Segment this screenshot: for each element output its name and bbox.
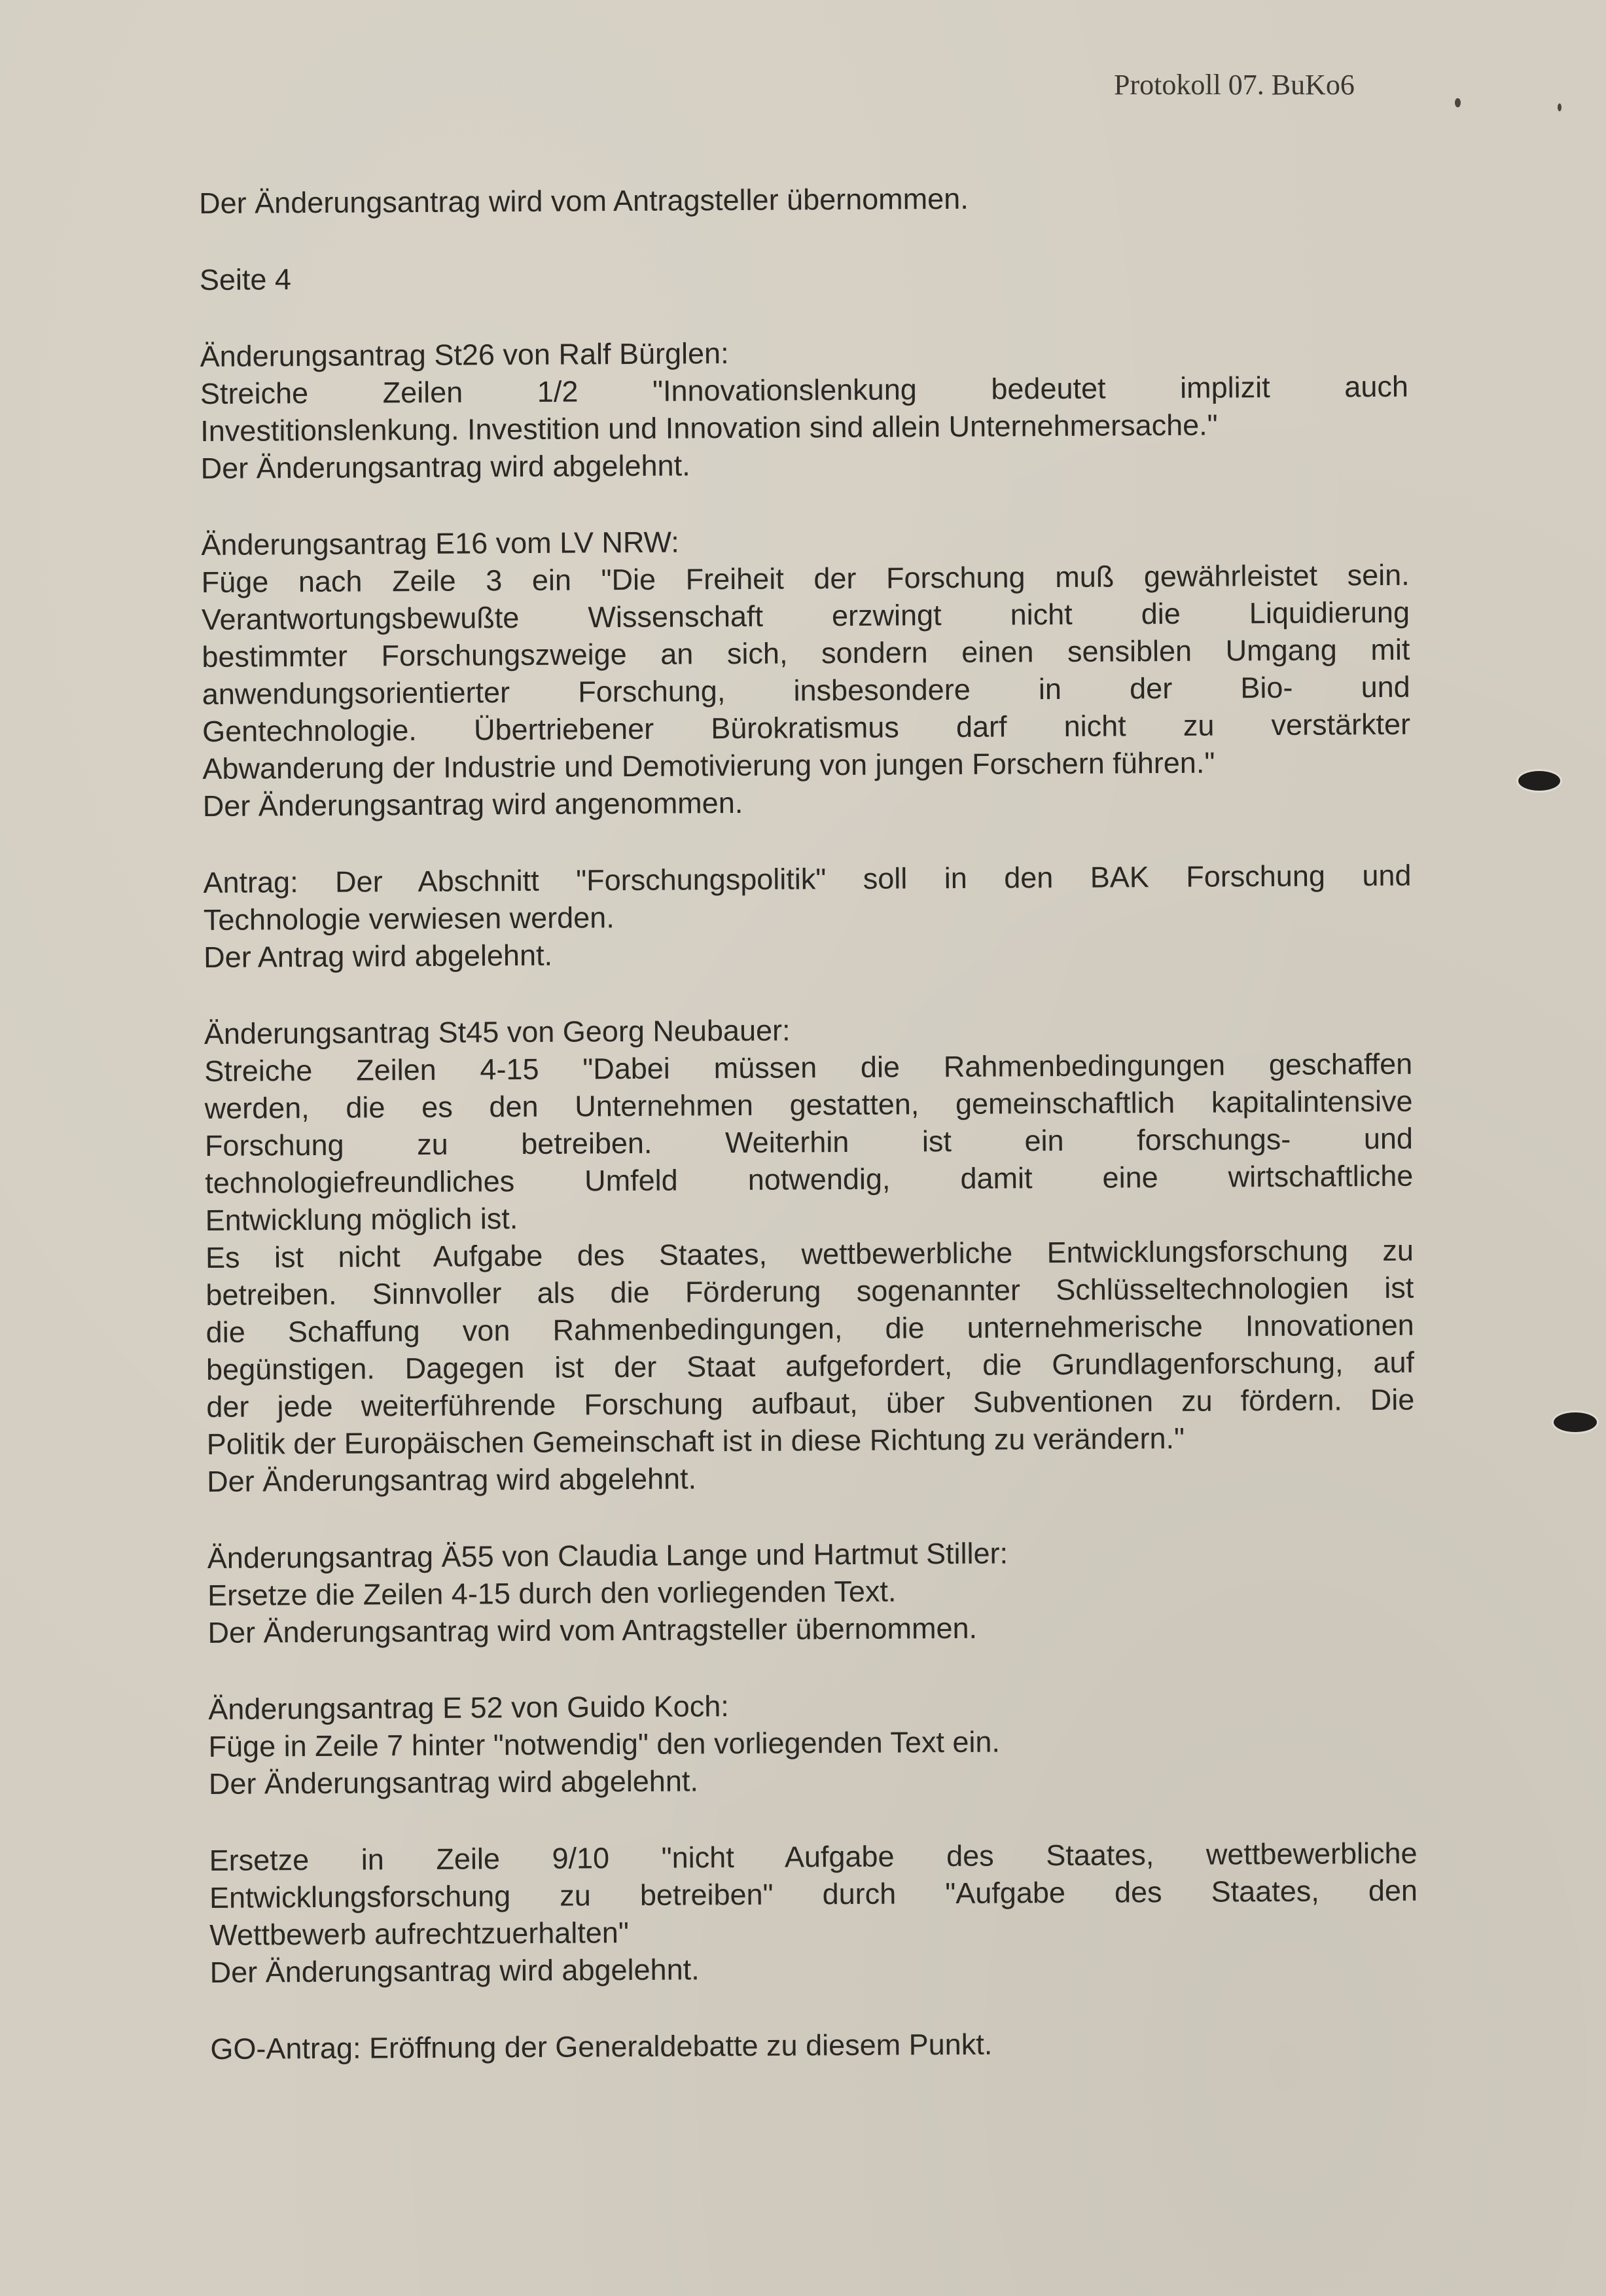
text-line: Entwicklung möglich ist. — [205, 1202, 518, 1237]
paragraph — [210, 2023, 1418, 2068]
text-line: Der Änderungsantrag wird abgelehnt. — [200, 448, 690, 485]
text-line: Änderungsantrag St26 von Ralf Bürglen: — [200, 336, 729, 373]
text-line: Der Änderungsantrag wird angenommen. — [202, 785, 743, 823]
paragraph — [207, 1532, 1416, 1651]
text-line: Forschung zu betreiben. Weiterhin ist ein forschungs- und — [204, 1121, 1414, 1162]
text-line: werden, die es den Unternehmen gestatten, gemeinschaftlich kapitalintensive — [204, 1084, 1413, 1125]
paragraph-gap — [203, 817, 1411, 864]
paragraph-gap — [200, 291, 1408, 338]
punch-hole-upper — [1518, 771, 1560, 791]
text-line: Wettbewerb aufrechtzuerhalten" — [209, 1916, 629, 1952]
text-line: Investitionslenkung. Investition und Innovation sind allein Unternehmersache." — [200, 408, 1218, 448]
text-line: betreiben. Sinnvoller als die Förderung sogenannter Schlüsseltechnologien ist — [205, 1270, 1414, 1312]
paragraph-gap — [201, 480, 1409, 526]
paragraph — [204, 1008, 1415, 1500]
paragraph — [208, 1683, 1417, 1803]
text-line: begünstigen. Dagegen ist der Staat aufgefordert, die Grundlagenforschung, auf — [205, 1345, 1415, 1386]
text-line: Politik der Europäischen Gemeinschaft ist in diese Richtung zu verändern." — [206, 1421, 1185, 1461]
paragraph — [201, 519, 1411, 825]
text-line: Ersetze in Zeile 9/10 "nicht Aufgabe des Staates, wettbewerbliche — [209, 1836, 1418, 1877]
paragraph-gap — [209, 1795, 1417, 1842]
paper-speck-mark — [1558, 103, 1561, 111]
paragraph — [200, 254, 1408, 298]
text-line: Es ist nicht Aufgabe des Staates, wettbewerbliche Entwicklungsforschung zu — [205, 1233, 1414, 1274]
text-line: Antrag: Der Abschnitt "Forschungspolitik" soll in den BAK Forschung und — [203, 858, 1412, 899]
text-line: Der Änderungsantrag wird vom Antragsteller übernommen. — [207, 1611, 978, 1649]
text-line: Änderungsantrag Ä55 von Claudia Lange und Hartmut Stiller: — [207, 1536, 1008, 1575]
paragraph-gap — [207, 1493, 1415, 1539]
text-line: Ersetze die Zeilen 4-15 durch den vorliegenden Text. — [207, 1574, 897, 1612]
text-line: Technologie verwiesen werden. — [203, 901, 615, 937]
text-line: Gentechnologie. Übertriebener Bürokratismus darf nicht zu verstärkter — [202, 707, 1411, 748]
text-line: Der Änderungsantrag wird vom Antragsteller übernommen. — [199, 181, 969, 220]
text-line: Füge nach Zeile 3 ein "Die Freiheit der Forschung muß gewährleistet sein. — [201, 558, 1410, 599]
text-line: Füge in Zeile 7 hinter "notwendig" den vorliegenden Text ein. — [208, 1725, 1001, 1763]
text-line: Abwanderung der Industrie und Demotivierung von jungen Forschern führen." — [202, 745, 1215, 785]
text-line: Verantwortungsbewußte Wissenschaft erzwingt nicht die Liquidierung — [201, 595, 1410, 636]
paragraph-gap — [210, 1984, 1418, 2030]
punch-hole-lower — [1554, 1412, 1597, 1432]
text-line: anwendungsorientierter Forschung, insbesondere in der Bio- und — [202, 670, 1410, 711]
paragraph — [200, 331, 1408, 487]
paper-speck-mark — [1455, 98, 1461, 107]
text-line: GO-Antrag: Eröffnung der Generaldebatte zu diesem Punkt. — [210, 2027, 993, 2066]
text-line: die Schaffung von Rahmenbedingungen, die unternehmerische Innovationen — [205, 1308, 1414, 1349]
text-line: Änderungsantrag E16 vom LV NRW: — [201, 525, 679, 562]
text-line: Seite 4 — [199, 262, 292, 296]
paragraph — [209, 1835, 1418, 1991]
text-line: der jede weiterführende Forschung aufbaut, über Subventionen zu fördern. Die — [206, 1382, 1415, 1424]
paragraph — [199, 177, 1407, 222]
document-body — [199, 177, 1419, 2068]
text-line: Streiche Zeilen 4-15 "Dabei müssen die Rahmenbedingungen geschaffen — [204, 1047, 1413, 1088]
paragraph-gap — [208, 1644, 1416, 1691]
paragraph-gap — [199, 215, 1407, 261]
text-line: Streiche Zeilen 1/2 "Innovationslenkung bedeutet implizit auch — [200, 369, 1409, 410]
text-line: Änderungsantrag St45 von Georg Neubauer: — [204, 1013, 791, 1050]
paragraph — [203, 857, 1412, 976]
page-header-title: Protokoll 07. BuKo6 — [1114, 69, 1355, 101]
text-line: Änderungsantrag E 52 von Guido Koch: — [208, 1689, 729, 1726]
paragraph-gap — [204, 969, 1412, 1015]
text-line: bestimmter Forschungszweige an sich, sondern einen sensiblen Umgang mit — [202, 632, 1410, 673]
text-line: Der Änderungsantrag wird abgelehnt. — [209, 1952, 700, 1989]
text-line: Der Änderungsantrag wird abgelehnt. — [206, 1462, 697, 1498]
text-line: Der Änderungsantrag wird abgelehnt. — [208, 1764, 699, 1801]
text-line: Der Antrag wird abgelehnt. — [204, 938, 553, 974]
text-line: technologiefreundliches Umfeld notwendig, damit eine wirtschaftliche — [205, 1158, 1414, 1200]
text-line: Entwicklungsforschung zu betreiben" durch "Aufgabe des Staates, den — [209, 1873, 1418, 1914]
